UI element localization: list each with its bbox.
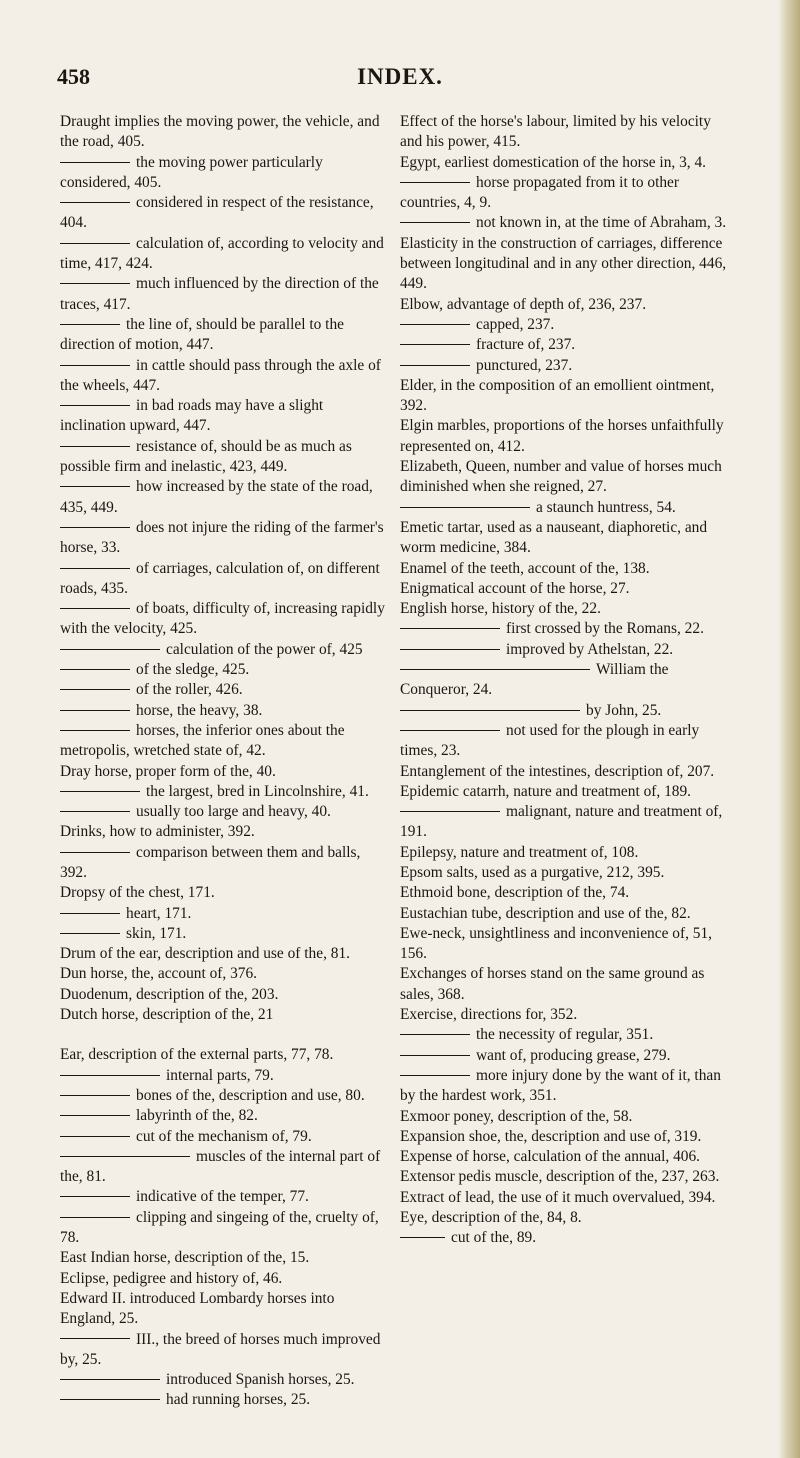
index-subentry bbox=[60, 1066, 385, 1086]
index-subentry bbox=[400, 1025, 730, 1045]
index-subentry bbox=[400, 619, 730, 639]
index-entry bbox=[60, 1045, 385, 1065]
ditto-dash bbox=[60, 913, 120, 914]
index-subentry bbox=[60, 437, 385, 478]
ditto-dash bbox=[400, 182, 470, 183]
entry-text: the line of, should be parallel to the direction of motion, 447. bbox=[60, 315, 344, 354]
ditto-dash bbox=[400, 669, 590, 670]
entry-text: internal parts, 79. bbox=[166, 1066, 274, 1084]
index-entry bbox=[400, 782, 730, 802]
index-subentry bbox=[60, 802, 385, 822]
index-entry bbox=[60, 964, 385, 984]
index-entry bbox=[60, 822, 385, 842]
ditto-dash bbox=[60, 1095, 130, 1096]
index-subentry bbox=[60, 477, 385, 518]
entry-text: cut of the, 89. bbox=[451, 1229, 537, 1247]
entry-text: Edward II. introduced Lombardy horses into England, 25. bbox=[60, 1289, 335, 1328]
index-subentry bbox=[400, 356, 730, 376]
entry-text: Exmoor poney, description of the, 58. bbox=[400, 1107, 633, 1125]
index-subentry bbox=[60, 1147, 385, 1188]
entry-text: Exchanges of horses stand on the same ground as sales, 368. bbox=[400, 965, 705, 1003]
ditto-dash bbox=[60, 405, 130, 406]
entry-text: Emetic tartar, used as a nauseant, diaphoretic, and worm medicine, 384. bbox=[400, 518, 708, 557]
entry-text: Dun horse, the, account of, 376. bbox=[60, 965, 258, 983]
entry-text: Expense of horse, calculation of the annual, 406. bbox=[400, 1148, 701, 1166]
index-entry bbox=[400, 1147, 730, 1167]
index-subentry bbox=[60, 1390, 385, 1410]
index-entry bbox=[400, 376, 730, 417]
ditto-dash bbox=[400, 730, 500, 731]
index-entry bbox=[60, 883, 385, 903]
entry-text: bones of the, description and use, 80. bbox=[136, 1086, 365, 1104]
entry-text: had running horses, 25. bbox=[166, 1391, 311, 1409]
index-subentry bbox=[400, 1228, 730, 1248]
index-subentry bbox=[60, 1086, 385, 1106]
index-subentry bbox=[400, 640, 730, 660]
ditto-dash bbox=[400, 649, 500, 650]
index-entry bbox=[60, 762, 385, 782]
index-entry bbox=[400, 1167, 730, 1187]
index-entry bbox=[400, 416, 730, 457]
entry-text: clipping and singeing of the, cruelty of, 78. bbox=[60, 1208, 379, 1247]
ditto-dash bbox=[60, 1338, 130, 1339]
index-subentry bbox=[60, 396, 385, 437]
entry-text: skin, 171. bbox=[126, 924, 187, 942]
ditto-dash bbox=[60, 568, 130, 569]
entry-text: Epsom salts, used as a purgative, 212, 395. bbox=[400, 863, 665, 881]
entry-text: Dropsy of the chest, 171. bbox=[60, 884, 215, 902]
entry-text: labyrinth of the, 82. bbox=[136, 1107, 258, 1125]
index-subentry bbox=[60, 924, 385, 944]
index-subentry bbox=[60, 193, 385, 234]
index-entry bbox=[400, 599, 730, 619]
entry-text: a staunch huntress, 54. bbox=[536, 498, 676, 516]
index-entry bbox=[400, 1127, 730, 1147]
index-entry bbox=[400, 234, 730, 295]
ditto-dash bbox=[400, 1034, 470, 1035]
ditto-dash bbox=[60, 669, 130, 670]
index-subentry bbox=[400, 315, 730, 335]
entry-text: Expansion shoe, the, description and use of, 319. bbox=[400, 1127, 702, 1145]
ditto-dash bbox=[60, 649, 160, 650]
entry-text: calculation of the power of, 425 bbox=[166, 640, 363, 658]
ditto-dash bbox=[60, 365, 130, 366]
entry-text: Enigmatical account of the horse, 27. bbox=[400, 579, 630, 597]
index-subentry bbox=[60, 274, 385, 315]
entry-text: heart, 171. bbox=[126, 904, 192, 922]
ditto-dash bbox=[400, 628, 500, 629]
entry-text: much influenced by the direction of the traces, 417. bbox=[60, 275, 379, 313]
index-subentry bbox=[60, 1330, 385, 1371]
index-entry bbox=[400, 579, 730, 599]
index-subentry bbox=[60, 559, 385, 600]
ditto-dash bbox=[400, 344, 470, 345]
index-subentry bbox=[400, 802, 730, 843]
left-column bbox=[60, 112, 385, 1411]
entry-text: the largest, bred in Lincolnshire, 41. bbox=[146, 782, 369, 800]
entry-text: first crossed by the Romans, 22. bbox=[506, 620, 704, 638]
entry-text: East Indian horse, description of the, 15. bbox=[60, 1249, 310, 1267]
entry-text: calculation of, according to velocity and time, 417, 424. bbox=[60, 234, 384, 273]
entry-text: fracture of, 237. bbox=[476, 336, 576, 354]
ditto-dash bbox=[60, 1156, 190, 1157]
ditto-dash bbox=[60, 446, 130, 447]
entry-text: Epidemic catarrh, nature and treatment of, 189. bbox=[400, 782, 692, 800]
entry-text: of the roller, 426. bbox=[136, 681, 243, 699]
section-gap bbox=[60, 1025, 385, 1045]
entry-text: Extract of lead, the use of it much overvalued, 394. bbox=[400, 1188, 716, 1206]
entry-text: Drinks, how to administer, 392. bbox=[60, 823, 255, 841]
entry-text: by John, 25. bbox=[586, 701, 662, 719]
index-entry bbox=[60, 985, 385, 1005]
page-title: INDEX. bbox=[357, 64, 443, 89]
entry-text: Eustachian tube, description and use of the, 82. bbox=[400, 904, 691, 922]
entry-text: capped, 237. bbox=[476, 315, 555, 333]
index-entry bbox=[400, 1208, 730, 1228]
index-entry bbox=[60, 1289, 385, 1330]
index-subentry bbox=[60, 1208, 385, 1249]
entry-text: does not injure the riding of the farmer's horse, 33. bbox=[60, 518, 384, 557]
index-entry bbox=[400, 964, 730, 1005]
entry-text: William the Conqueror, 24. bbox=[400, 661, 669, 699]
index-subentry bbox=[60, 640, 385, 660]
ditto-dash bbox=[400, 222, 470, 223]
ditto-dash bbox=[60, 933, 120, 934]
index-subentry bbox=[60, 843, 385, 884]
entry-text: the moving power particularly considered, 405. bbox=[60, 153, 323, 191]
entry-text: Epilepsy, nature and treatment of, 108. bbox=[400, 843, 639, 861]
entry-text: Dutch horse, description of the, 21 bbox=[60, 1006, 274, 1024]
index-subentry bbox=[60, 1370, 385, 1390]
index-subentry bbox=[400, 660, 730, 701]
entry-text: Effect of the horse's labour, limited by his velocity and his power, 415. bbox=[400, 113, 711, 151]
entry-text: the necessity of regular, 351. bbox=[476, 1026, 654, 1044]
entry-text: considered in respect of the resistance, 404. bbox=[60, 194, 374, 232]
index-subentry bbox=[60, 904, 385, 924]
ditto-dash bbox=[400, 1055, 470, 1056]
index-entry bbox=[400, 863, 730, 883]
entry-text: Duodenum, description of the, 203. bbox=[60, 985, 279, 1003]
index-entry bbox=[400, 924, 730, 965]
entry-text: cut of the mechanism of, 79. bbox=[136, 1127, 312, 1145]
entry-text: Drum of the ear, description and use of the, 81. bbox=[60, 945, 351, 963]
entry-text: muscles of the internal part of the, 81. bbox=[60, 1147, 381, 1186]
ditto-dash bbox=[60, 324, 120, 325]
index-entry bbox=[400, 843, 730, 863]
ditto-dash bbox=[60, 283, 130, 284]
index-subentry bbox=[60, 1106, 385, 1126]
entry-text: horses, the inferior ones about the metropolis, wretched state of, 42. bbox=[60, 721, 345, 760]
index-subentry bbox=[60, 599, 385, 640]
ditto-dash bbox=[60, 689, 130, 690]
index-subentry bbox=[400, 1066, 730, 1107]
ditto-dash bbox=[400, 365, 470, 366]
index-entry bbox=[400, 883, 730, 903]
entry-text: Elasticity in the construction of carriages, difference between longitudinal and in any other direction, 446, 449. bbox=[400, 234, 727, 293]
index-entry bbox=[60, 1248, 385, 1268]
index-entry bbox=[400, 112, 730, 153]
entry-text: Ear, description of the external parts, 77, 78. bbox=[60, 1046, 334, 1064]
entry-text: English horse, history of the, 22. bbox=[400, 600, 601, 618]
page-edge-shadow bbox=[778, 0, 800, 1458]
entry-text: Entanglement of the intestines, description of, 207. bbox=[400, 762, 715, 780]
index-entry bbox=[60, 112, 385, 153]
entry-text: Elbow, advantage of depth of, 236, 237. bbox=[400, 295, 647, 313]
entry-text: how increased by the state of the road, 435, 449. bbox=[60, 478, 373, 516]
ditto-dash bbox=[60, 730, 130, 731]
entry-text: Elder, in the composition of an emollient ointment, 392. bbox=[400, 376, 715, 415]
index-subentry bbox=[400, 173, 730, 214]
index-subentry bbox=[60, 660, 385, 680]
entry-text: indicative of the temper, 77. bbox=[136, 1188, 309, 1206]
ditto-dash bbox=[60, 1217, 130, 1218]
ditto-dash bbox=[400, 710, 580, 711]
index-entry bbox=[400, 1107, 730, 1127]
ditto-dash bbox=[60, 1136, 130, 1137]
index-entry bbox=[400, 559, 730, 579]
index-entry bbox=[400, 295, 730, 315]
index-subentry bbox=[60, 721, 385, 762]
entry-text: III., the breed of horses much improved by, 25. bbox=[60, 1330, 381, 1368]
ditto-dash bbox=[60, 162, 130, 163]
index-subentry bbox=[60, 1187, 385, 1207]
index-subentry bbox=[60, 701, 385, 721]
ditto-dash bbox=[400, 1237, 445, 1238]
index-entry bbox=[400, 518, 730, 559]
ditto-dash bbox=[60, 486, 130, 487]
ditto-dash bbox=[60, 1115, 130, 1116]
index-entry bbox=[400, 1188, 730, 1208]
page-header bbox=[0, 64, 800, 94]
entry-text: of carriages, calculation of, on different roads, 435. bbox=[60, 559, 380, 597]
index-subentry bbox=[400, 335, 730, 355]
entry-text: not known in, at the time of Abraham, 3. bbox=[476, 214, 727, 232]
ditto-dash bbox=[60, 243, 130, 244]
right-column bbox=[400, 112, 730, 1249]
entry-text: Eye, description of the, 84, 8. bbox=[400, 1209, 582, 1227]
entry-text: want of, producing grease, 279. bbox=[476, 1046, 671, 1064]
entry-text: of the sledge, 425. bbox=[136, 661, 250, 679]
index-subentry bbox=[60, 234, 385, 275]
entry-text: Ewe-neck, unsightliness and inconvenience of, 51, 156. bbox=[400, 924, 712, 963]
index-entry bbox=[60, 1005, 385, 1025]
entry-text: Exercise, directions for, 352. bbox=[400, 1006, 578, 1024]
index-subentry bbox=[60, 1127, 385, 1147]
index-entry bbox=[400, 904, 730, 924]
ditto-dash bbox=[60, 811, 130, 812]
ditto-dash bbox=[400, 811, 500, 812]
ditto-dash bbox=[60, 1075, 160, 1076]
entry-text: of boats, difficulty of, increasing rapidly with the velocity, 425. bbox=[60, 600, 385, 638]
index-subentry bbox=[60, 356, 385, 397]
index-subentry bbox=[60, 680, 385, 700]
index-subentry bbox=[60, 518, 385, 559]
entry-text: Draught implies the moving power, the vehicle, and the road, 405. bbox=[60, 113, 380, 151]
entry-text: Eclipse, pedigree and history of, 46. bbox=[60, 1269, 283, 1287]
index-subentry bbox=[60, 153, 385, 194]
index-subentry bbox=[60, 782, 385, 802]
entry-text: horse propagated from it to other countries, 4, 9. bbox=[400, 173, 680, 212]
index-entry bbox=[400, 1005, 730, 1025]
index-entry bbox=[400, 153, 730, 173]
ditto-dash bbox=[60, 1379, 160, 1380]
ditto-dash bbox=[400, 324, 470, 325]
ditto-dash bbox=[60, 710, 130, 711]
entry-text: improved by Athelstan, 22. bbox=[506, 640, 674, 658]
ditto-dash bbox=[60, 608, 130, 609]
ditto-dash bbox=[60, 202, 130, 203]
ditto-dash bbox=[60, 1196, 130, 1197]
entry-text: Dray horse, proper form of the, 40. bbox=[60, 762, 276, 780]
entry-text: Extensor pedis muscle, description of the, 237, 263. bbox=[400, 1168, 720, 1186]
entry-text: not used for the plough in early times, 23. bbox=[400, 721, 700, 760]
entry-text: malignant, nature and treatment of, 191. bbox=[400, 803, 723, 841]
index-entry bbox=[400, 457, 730, 498]
index-entry bbox=[400, 762, 730, 782]
index-subentry bbox=[400, 498, 730, 518]
index-entry bbox=[60, 1269, 385, 1289]
ditto-dash bbox=[60, 527, 130, 528]
entry-text: resistance of, should be as much as possible firm and inelastic, 423, 449. bbox=[60, 437, 352, 476]
entry-text: punctured, 237. bbox=[476, 356, 573, 374]
entry-text: in bad roads may have a slight inclination upward, 447. bbox=[60, 397, 324, 435]
ditto-dash bbox=[60, 791, 140, 792]
entry-text: Ethmoid bone, description of the, 74. bbox=[400, 884, 630, 902]
page-number: 458 bbox=[57, 64, 90, 89]
ditto-dash bbox=[60, 1399, 160, 1400]
index-subentry bbox=[400, 701, 730, 721]
entry-text: usually too large and heavy, 40. bbox=[136, 803, 331, 821]
entry-text: horse, the heavy, 38. bbox=[136, 701, 263, 719]
ditto-dash bbox=[400, 507, 530, 508]
entry-text: Elgin marbles, proportions of the horses unfaithfully represented on, 412. bbox=[400, 417, 724, 455]
entry-text: introduced Spanish horses, 25. bbox=[166, 1371, 355, 1389]
index-subentry bbox=[400, 721, 730, 762]
index-entry bbox=[60, 944, 385, 964]
entry-text: in cattle should pass through the axle of the wheels, 447. bbox=[60, 356, 381, 394]
ditto-dash bbox=[60, 852, 130, 853]
index-subentry bbox=[400, 1046, 730, 1066]
index-subentry bbox=[60, 315, 385, 356]
ditto-dash bbox=[400, 1075, 470, 1076]
index-subentry bbox=[400, 213, 730, 233]
entry-text: more injury done by the want of it, than by the hardest work, 351. bbox=[400, 1066, 721, 1105]
entry-text: Enamel of the teeth, account of the, 138. bbox=[400, 559, 650, 577]
entry-text: Egypt, earliest domestication of the horse in, 3, 4. bbox=[400, 153, 707, 171]
entry-text: Elizabeth, Queen, number and value of horses much diminished when she reigned, 27. bbox=[400, 458, 722, 496]
entry-text: comparison between them and balls, 392. bbox=[60, 843, 361, 881]
